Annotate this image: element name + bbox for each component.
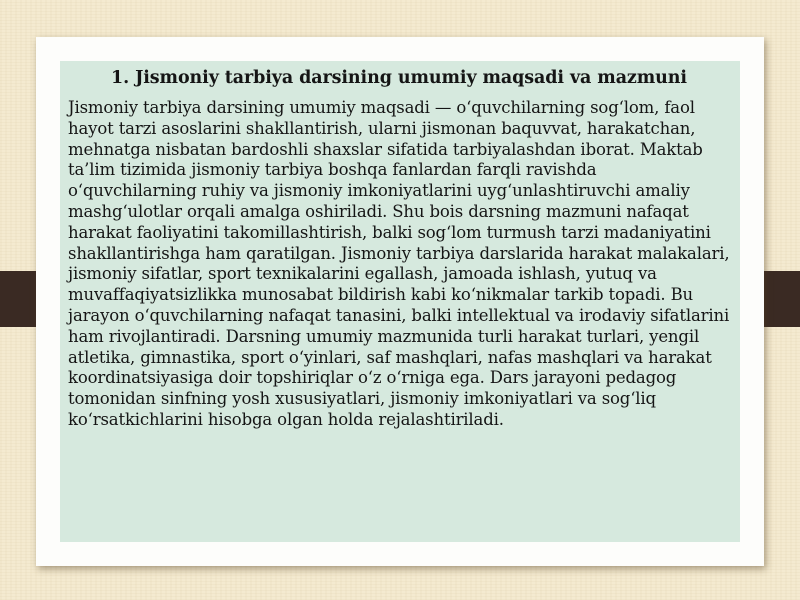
slide-content bbox=[60, 61, 740, 542]
slide-title: 1. Jismoniy tarbiya darsining umumiy maqsadi va mazmuni bbox=[111, 68, 687, 88]
slide-frame bbox=[36, 37, 764, 566]
slide-body-text: Jismoniy tarbiya darsining umumiy maqsadi — o‘quvchilarning sog‘lom, faol hayot tarzi asoslarini shakllantirish, ularni jismonan baquvvat, harakatchan, mehnatga nisbatan bardoshli shaxslar sifatida tarbiyalashdan iborat. Maktab ta’lim tizimida jismoniy tarbiya boshqa fanlardan farqli ravishda o‘quvchilarning ruhiy va jismoniy imkoniyatlarini uyg‘unlashtiruvchi amaliy mashg‘ulotlar orqali amalga oshiriladi. Shu bois darsning mazmuni nafaqat harakat faoliyatini takomillashtirish, balki sog‘lom turmush tarzi madaniyatini shakllantirishga ham qaratilgan. Jismoniy tarbiya darslarida harakat malakalari, jismoniy sifatlar, sport texnikalarini egallash, jamoada ishlash, yutuq va muvaffaqiyatsizlikka munosabat bildirish kabi ko‘nikmalar tarkib topadi. Bu jarayon o‘quvchilarning nafaqat tanasini, balki intellektual va irodaviy sifatlarini ham rivojlantiradi. Darsning umumiy mazmunida turli harakat turlari, yengil atletika, gimnastika, sport o‘yinlari, saf mashqlari, nafas mashqlari va harakat koordinatsiyasiga doir topshiriqlar o‘z o‘rniga ega. Dars jarayoni pedagog tomonidan sinfning yosh xususiyatlari, jismoniy imkoniyatlari va sog‘liq ko‘rsatkichlarini hisobga olgan holda rejalashtiriladi. bbox=[68, 98, 730, 429]
